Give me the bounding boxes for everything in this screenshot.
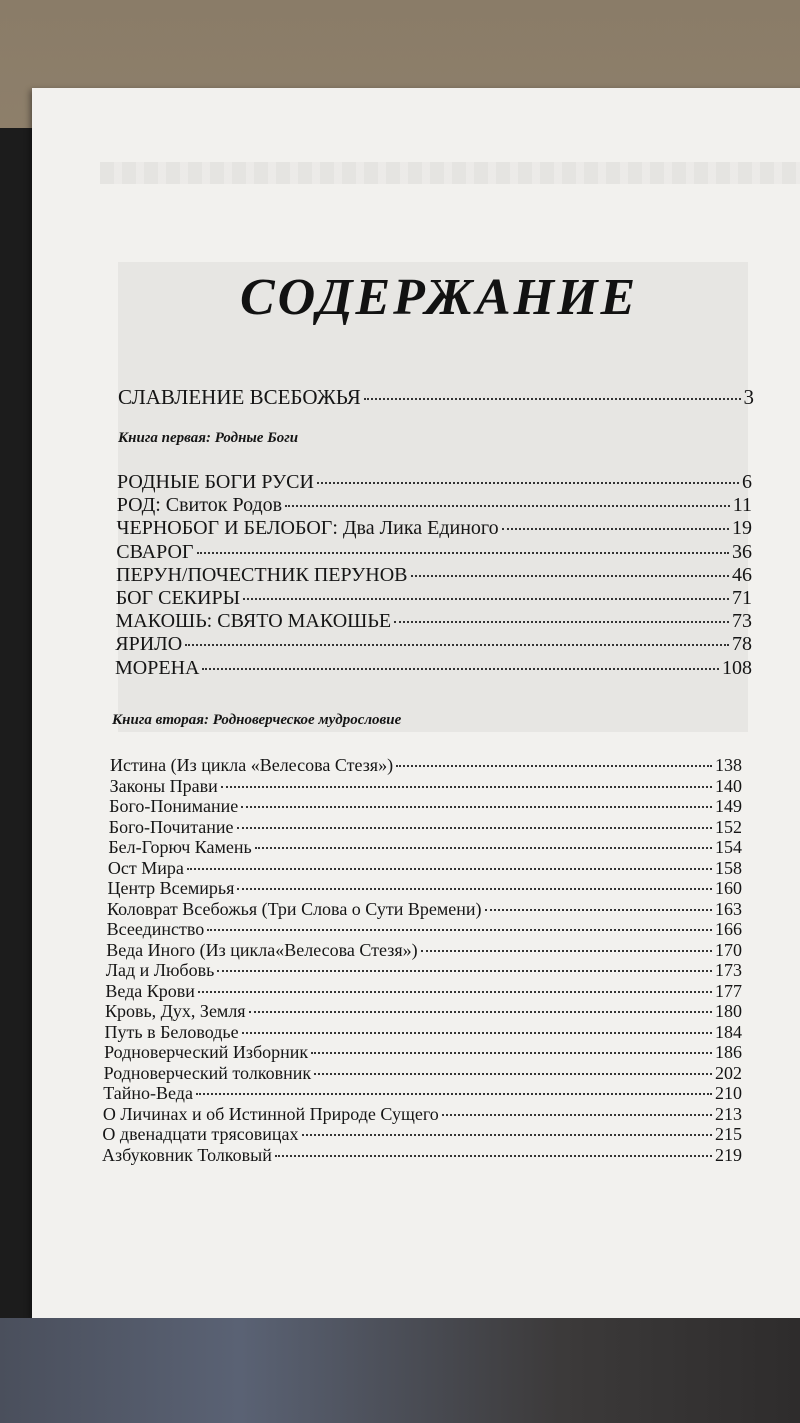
dot-leader	[275, 1155, 712, 1157]
toc-entry	[117, 471, 752, 494]
toc-entry	[104, 1063, 742, 1084]
toc-entry	[115, 657, 752, 680]
toc-entry-label: Законы Прави	[109, 775, 218, 796]
show-through-border	[100, 162, 800, 184]
dot-leader	[411, 575, 729, 577]
dot-leader	[198, 991, 712, 993]
toc-entry-page: 108	[722, 656, 752, 679]
dot-leader	[243, 598, 729, 600]
dot-leader	[442, 1114, 712, 1116]
toc-entry-label: Ост Мира	[107, 857, 184, 878]
toc-entry-label: Истина (Из цикла «Велесова Стезя»)	[110, 755, 394, 775]
toc-entry-page: 19	[732, 517, 752, 540]
dot-leader	[249, 1011, 712, 1013]
toc-entry	[106, 960, 742, 981]
toc-entry	[110, 755, 742, 776]
toc-entry	[108, 858, 742, 879]
toc-entry-page: 140	[714, 775, 742, 796]
toc-entry-page: 219	[715, 1144, 742, 1165]
toc-entry	[105, 981, 742, 1002]
dot-leader	[285, 505, 730, 507]
toc-entry-page: 163	[714, 898, 742, 919]
toc-entry-label: СВАРОГ	[116, 540, 194, 563]
toc-entry-page: 36	[732, 540, 752, 563]
toc-entry-label: Бого-Понимание	[109, 796, 239, 816]
toc-entry-page: 173	[714, 960, 742, 980]
toc-entry	[107, 878, 742, 899]
dot-leader	[197, 552, 730, 554]
toc-entry-label: Лад и Любовь	[105, 960, 215, 980]
dot-leader	[311, 1052, 712, 1054]
toc-entry	[103, 1083, 742, 1104]
dot-leader	[302, 1134, 712, 1136]
toc-entry	[116, 564, 752, 587]
toc-entry	[116, 587, 752, 610]
dot-leader	[241, 806, 712, 808]
background-surface	[0, 1318, 800, 1423]
toc-entry	[109, 796, 742, 817]
dot-leader	[317, 482, 739, 484]
toc-entry-page: 11	[732, 494, 752, 517]
toc-entry	[107, 899, 742, 920]
dot-leader	[237, 888, 712, 890]
toc-entry	[117, 517, 753, 540]
toc-entry-page: 78	[732, 633, 752, 656]
toc-entry-page: 180	[714, 1001, 742, 1021]
dot-leader	[421, 950, 712, 952]
toc-entry-label: Веда Крови	[105, 980, 195, 1001]
dot-leader	[187, 868, 712, 870]
book-two-heading: Книга вторая: Родноверческое мудрословие	[112, 712, 402, 728]
dot-leader	[502, 528, 729, 530]
toc-entry	[117, 494, 752, 517]
toc-entry-page: 71	[732, 587, 752, 609]
toc-entry-page: 186	[714, 1042, 742, 1062]
dot-leader	[202, 668, 719, 670]
toc-entry-page: 3	[743, 385, 754, 409]
toc-entry-label: СЛАВЛЕНИЕ ВСЕБОЖЬЯ	[118, 385, 361, 409]
dot-leader	[207, 929, 712, 931]
toc-entry-label: ЯРИЛО	[115, 633, 183, 656]
toc-entry	[116, 541, 752, 564]
toc-entry-label: Всеединство	[106, 919, 205, 939]
dot-leader	[221, 786, 712, 788]
toc-entry	[110, 776, 742, 797]
toc-entry	[103, 1104, 742, 1125]
toc-entry-label: Родноверческий Изборник	[104, 1042, 309, 1062]
dot-leader	[196, 1093, 712, 1095]
dot-leader	[364, 398, 741, 400]
toc-entry-page: 160	[714, 878, 742, 898]
book-one-heading: Книга первая: Родные Боги	[118, 430, 299, 446]
toc-entry	[105, 1022, 742, 1043]
toc-entry	[115, 633, 752, 656]
toc-entry-label: МАКОШЬ: СВЯТО МАКОШЬЕ	[115, 610, 392, 633]
toc-entry-label: Родноверческий толковник	[103, 1062, 312, 1083]
page-title: СОДЕРЖАНИЕ	[240, 269, 639, 326]
toc-entry-page: 213	[714, 1103, 742, 1124]
dot-leader	[314, 1073, 712, 1075]
toc-entry-page: 202	[714, 1062, 742, 1083]
dot-leader	[394, 621, 729, 623]
toc-entry-label: Путь в Беловодье	[104, 1021, 239, 1042]
toc-entry-label: РОД: Свиток Родов	[116, 494, 283, 517]
toc-entry-page: 184	[714, 1021, 742, 1042]
toc-entry-label: Азбуковник Толковый	[102, 1144, 272, 1165]
toc-entry-label: Тайно-Веда	[103, 1083, 193, 1103]
toc-entry-page: 158	[714, 857, 742, 878]
toc-entry-label: Бого-Почитание	[108, 816, 234, 837]
toc-entry-page: 210	[714, 1083, 742, 1103]
dot-leader	[396, 765, 712, 767]
dot-leader	[237, 827, 712, 829]
toc-entry-label: ПЕРУН/ПОЧЕСТНИК ПЕРУНОВ	[116, 563, 408, 586]
dot-leader	[255, 847, 712, 849]
toc-entry-page: 215	[714, 1124, 742, 1144]
toc-entry-label: О двенадцати трясовицах	[102, 1124, 299, 1144]
toc-entry	[102, 1145, 742, 1166]
toc-entry	[116, 610, 753, 633]
toc-entry-label: О Личинах и об Истинной Природе Сущего	[102, 1103, 439, 1124]
dot-leader	[242, 1032, 712, 1034]
toc-entry-page: 152	[714, 816, 742, 837]
toc-entry-page: 138	[715, 755, 742, 775]
toc-entry-page: 46	[732, 563, 752, 586]
toc-entry-page: 73	[732, 610, 752, 633]
toc-entry-page: 154	[714, 837, 742, 857]
toc-entry-page: 6	[742, 471, 752, 493]
toc-entry	[106, 940, 742, 961]
toc-entry	[109, 817, 742, 838]
toc-entry	[104, 1042, 742, 1063]
toc-entry-label: ЧЕРНОБОГ И БЕЛОБОГ: Два Лика Единого	[116, 517, 499, 540]
toc-entry-label: Бел-Горюч Камень	[108, 837, 252, 857]
toc-entry-label: Коловрат Всебожья (Три Слова о Сути Времени)	[107, 898, 482, 919]
toc-entry-label: БОГ СЕКИРЫ	[115, 587, 241, 609]
toc-entry-label: Кровь, Дух, Земля	[104, 1001, 246, 1021]
toc-entry	[105, 1001, 742, 1022]
toc-entry	[102, 1124, 742, 1145]
toc-entry	[108, 837, 742, 858]
toc-entry-label: Веда Иного (Из цикла«Велесова Стезя»)	[106, 939, 418, 960]
dot-leader	[485, 909, 712, 911]
toc-entry-label: Центр Всемирья	[107, 878, 235, 898]
toc-entry-label: МОРЕНА	[115, 656, 200, 679]
toc-entry-label: РОДНЫЕ БОГИ РУСИ	[117, 471, 314, 493]
toc-entry-page: 170	[714, 939, 742, 960]
toc-entry-page: 149	[714, 796, 742, 816]
dot-leader	[185, 644, 729, 646]
toc-entry-page: 166	[714, 919, 742, 939]
dot-leader	[217, 970, 712, 972]
toc-entry-page: 177	[714, 980, 742, 1001]
toc-entry-intro	[118, 385, 754, 410]
toc-entry	[107, 919, 742, 940]
